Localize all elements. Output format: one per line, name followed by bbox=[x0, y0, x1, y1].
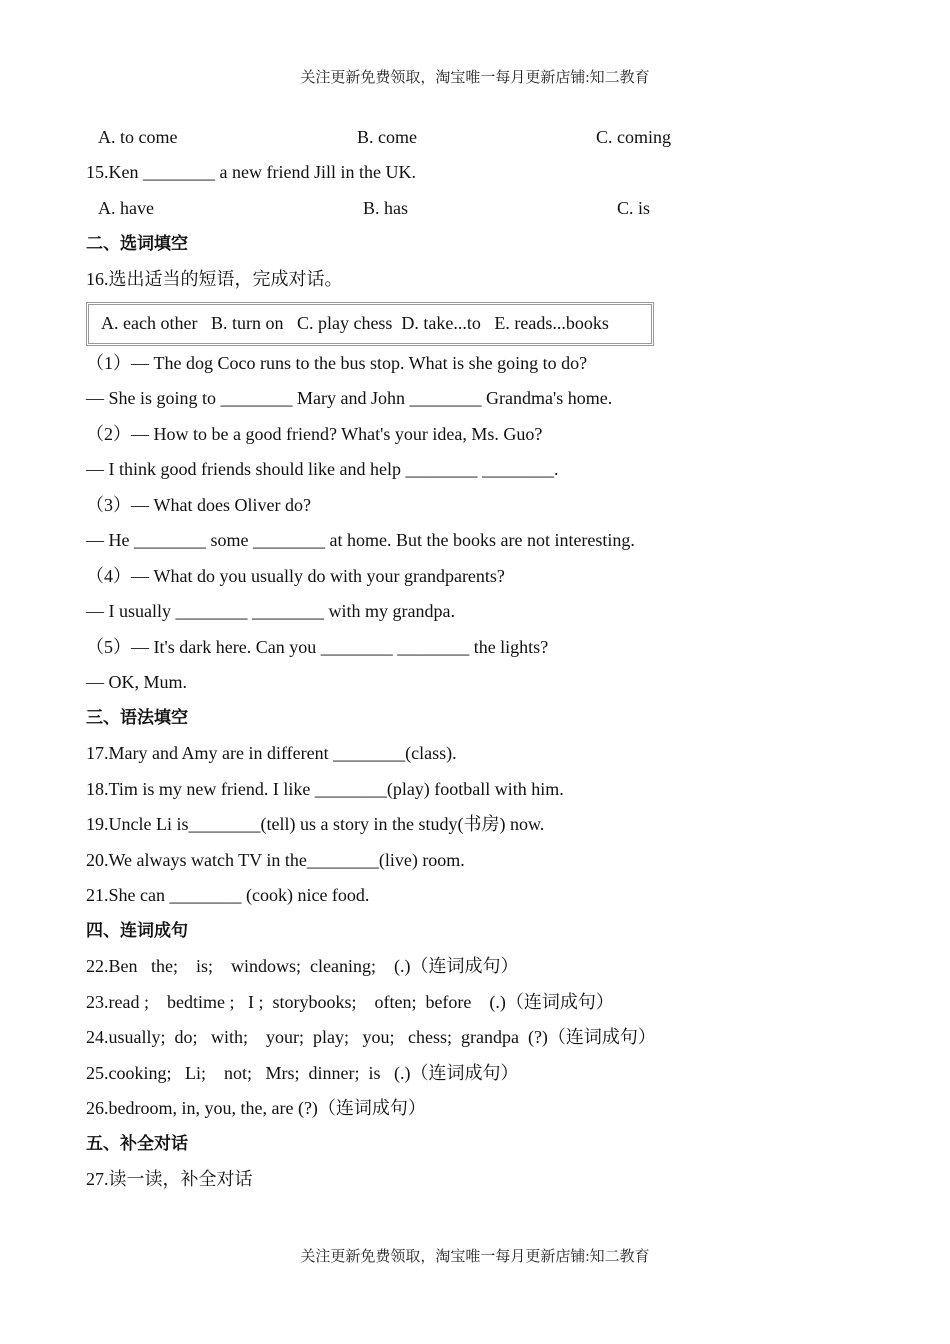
grammar-item: 19.Uncle Li is________(tell) us a story in the study(书房) now. bbox=[86, 814, 545, 834]
word-bank-box bbox=[86, 302, 654, 346]
sentence-item: 25.cooking; Li; not; Mrs; dinner; is (.)（连词成句） bbox=[86, 1063, 519, 1083]
q16-stem: 16.选出适当的短语，完成对话。 bbox=[86, 269, 343, 289]
section5-title: 五、补全对话 bbox=[86, 1134, 188, 1154]
section2-title: 二、选词填空 bbox=[86, 234, 188, 254]
dialogue-line: （4）— What do you usually do with your grandparents? bbox=[86, 566, 505, 586]
section4-title: 四、连词成句 bbox=[86, 921, 188, 941]
dialogue-line: （3）— What does Oliver do? bbox=[86, 495, 311, 515]
q14-option-a: A. to come bbox=[98, 127, 178, 147]
dialogue-line: — I usually ________ ________ with my grandpa. bbox=[86, 601, 455, 621]
word-bank-text: A. each other B. turn on C. play chess D. take...to E. reads...books bbox=[101, 313, 609, 333]
q27-stem: 27.读一读，补全对话 bbox=[86, 1169, 253, 1189]
q14-option-c: C. coming bbox=[596, 127, 671, 147]
dialogue-line: （2）— How to be a good friend? What's your idea, Ms. Guo? bbox=[86, 424, 543, 444]
dialogue-line: （5）— It's dark here. Can you ________ ________ the lights? bbox=[86, 637, 549, 657]
section3-title: 三、语法填空 bbox=[86, 708, 188, 728]
dialogue-line: — OK, Mum. bbox=[86, 672, 188, 692]
grammar-item: 18.Tim is my new friend. I like ________(play) football with him. bbox=[86, 779, 564, 799]
dialogue-line: — She is going to ________ Mary and John ________ Grandma's home. bbox=[86, 388, 613, 408]
sentence-item: 24.usually; do; with; your; play; you; chess; grandpa (?)（连词成句） bbox=[86, 1027, 656, 1047]
dialogue-line: — He ________ some ________ at home. But the books are not interesting. bbox=[86, 530, 635, 550]
page-footer: 关注更新免费领取，淘宝唯一每月更新店铺:知二教育 bbox=[300, 1249, 650, 1265]
sentence-item: 26.bedroom, in, you, the, are (?)（连词成句） bbox=[86, 1098, 426, 1118]
grammar-item: 17.Mary and Amy are in different ________(class). bbox=[86, 743, 457, 763]
q15-stem: 15.Ken ________ a new friend Jill in the UK. bbox=[86, 162, 416, 182]
grammar-item: 20.We always watch TV in the________(live) room. bbox=[86, 850, 465, 870]
dialogue-line: — I think good friends should like and help ________ ________. bbox=[86, 459, 559, 479]
grammar-item: 21.She can ________ (cook) nice food. bbox=[86, 885, 370, 905]
dialogue-line: （1）— The dog Coco runs to the bus stop. What is she going to do? bbox=[86, 353, 588, 373]
page-header: 关注更新免费领取，淘宝唯一每月更新店铺:知二教育 bbox=[300, 70, 650, 86]
q15-option-b: B. has bbox=[363, 198, 408, 218]
q15-option-c: C. is bbox=[617, 198, 651, 218]
q14-option-b: B. come bbox=[357, 127, 417, 147]
sentence-item: 22.Ben the; is; windows; cleaning; (.)（连词成句） bbox=[86, 956, 519, 976]
q15-option-a: A. have bbox=[98, 198, 154, 218]
sentence-item: 23.read ; bedtime ; I ; storybooks; often; before (.)（连词成句） bbox=[86, 992, 614, 1012]
